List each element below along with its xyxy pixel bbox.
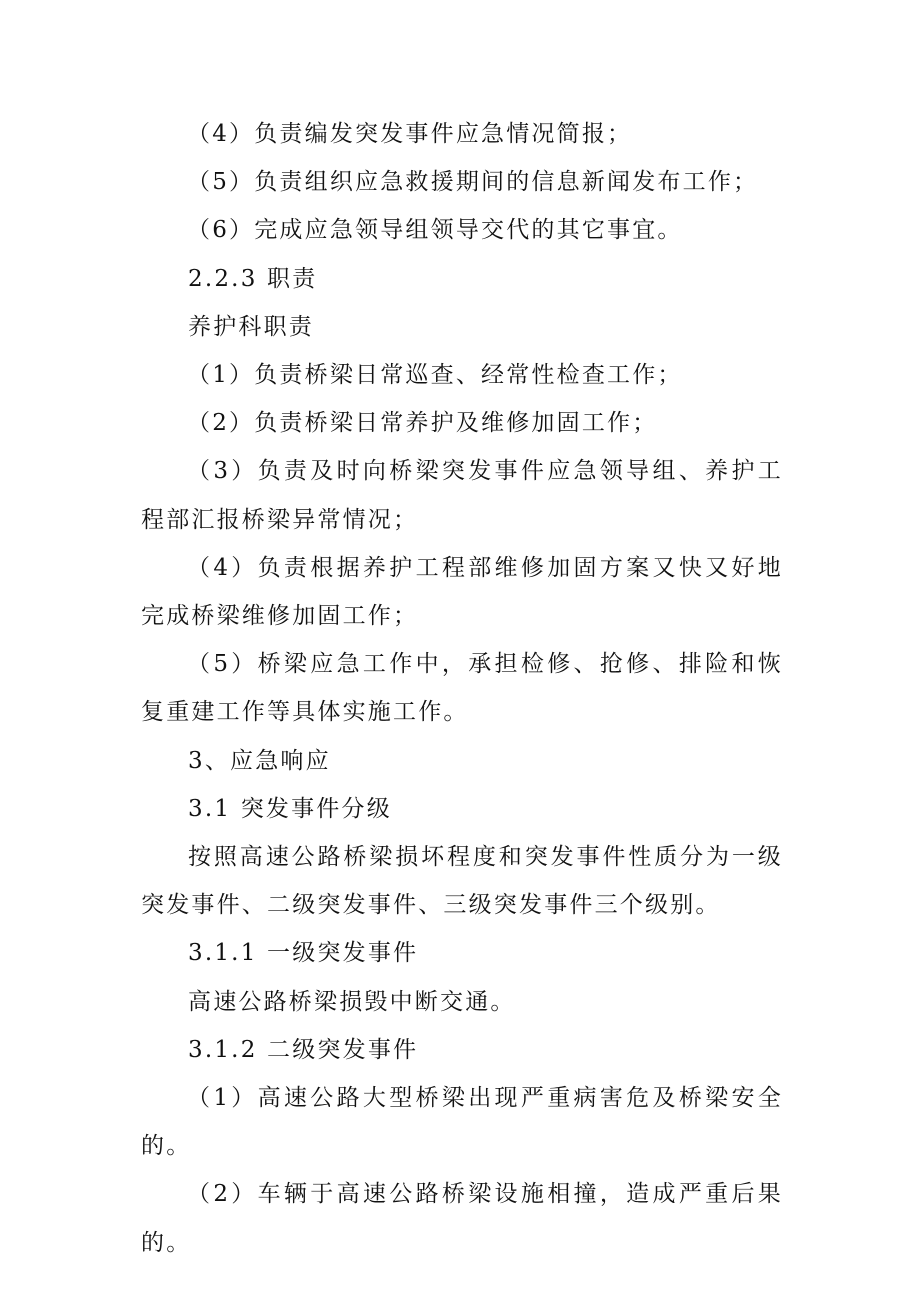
document-body bbox=[141, 110, 783, 1267]
paragraph-item-3-reporting: （3）负责及时向桥梁突发事件应急领导组、养护工程部汇报桥梁异常情况； bbox=[141, 458, 783, 533]
paragraph-item-6-other-matters: （6）完成应急领导组领导交代的其它事宜。 bbox=[187, 217, 683, 244]
section-heading-3: 3、应急响应 bbox=[188, 747, 331, 774]
paragraph-classification: 按照高速公路桥梁损坏程度和突发事件性质分为一级突发事件、二级突发事件、三级突发事件三个级别。 bbox=[141, 844, 783, 919]
paragraph-level-two-item-1: （1）高速公路大型桥梁出现严重病害危及桥梁安全的。 bbox=[141, 1085, 783, 1160]
paragraph-item-2-maintenance: （2）负责桥梁日常养护及维修加固工作； bbox=[187, 410, 658, 437]
paragraph-item-1-inspection: （1）负责桥梁日常巡查、经常性检查工作； bbox=[187, 362, 683, 389]
paragraph-item-4-report: （4）负责编发突发事件应急情况简报； bbox=[187, 121, 633, 147]
paragraph-level-two-item-2: （2）车辆于高速公路桥梁设施相撞，造成严重后果的。 bbox=[141, 1181, 783, 1256]
subsection-heading-maintenance-duties: 养护科职责 bbox=[188, 313, 314, 340]
paragraph-level-one-definition: 高速公路桥梁损毁中断交通。 bbox=[188, 988, 516, 1015]
paragraph-item-4-repair: （4）负责根据养护工程部维修加固方案又快又好地完成桥梁维修加固工作； bbox=[141, 554, 783, 630]
section-heading-2-2-3: 2.2.3 职责 bbox=[188, 265, 318, 292]
paragraph-item-5-emergency-work: （5）桥梁应急工作中，承担检修、抢修、排险和恢复重建工作等具体实施工作。 bbox=[141, 651, 783, 726]
section-heading-3-1: 3.1 突发事件分级 bbox=[188, 795, 392, 822]
paragraph-item-5-news-release: （5）负责组织应急救援期间的信息新闻发布工作； bbox=[187, 169, 759, 196]
section-heading-3-1-1: 3.1.1 一级突发事件 bbox=[188, 940, 419, 967]
section-heading-3-1-2: 3.1.2 二级突发事件 bbox=[188, 1036, 419, 1063]
